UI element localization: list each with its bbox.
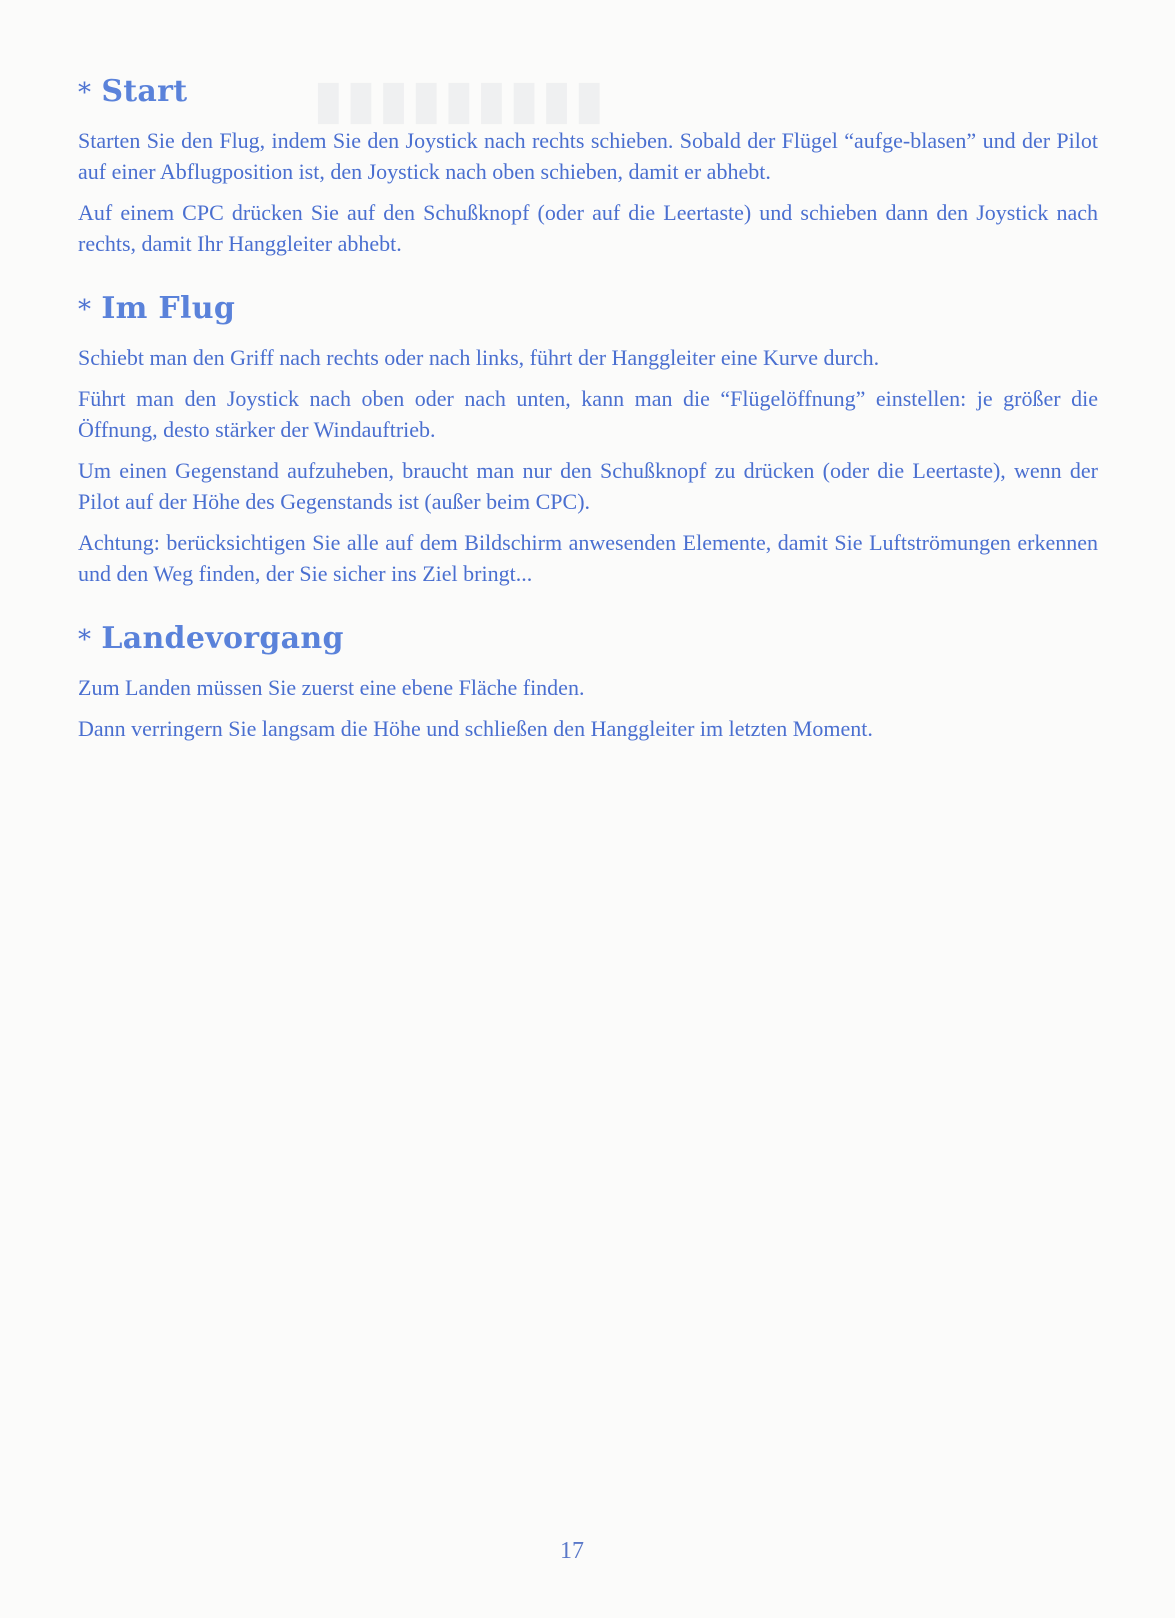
section-landevorgang — [78, 617, 1098, 744]
main-content — [78, 70, 1098, 772]
paragraph: Führt man den Joystick nach oben oder nach unten, kann man die “Flügelöffnung” einstellen: je größer die Öffnung, desto stärker der Windauftrieb. — [78, 386, 1098, 442]
section-heading — [78, 70, 1098, 115]
paragraph: Dann verringern Sie langsam die Höhe und schließen den Hanggleiter im letzten Moment. — [78, 716, 873, 741]
section-start — [78, 70, 1098, 259]
heading-text: Im Flug — [101, 291, 236, 326]
heading-text: Landevorgang — [101, 621, 344, 656]
section-heading — [78, 287, 1098, 332]
paragraph: Schiebt man den Griff nach rechts oder nach links, führt der Hanggleiter eine Kurve durch. — [78, 345, 880, 370]
paragraph: Achtung: berücksichtigen Sie alle auf dem Bildschirm anwesenden Elemente, damit Sie Luftströmungen erkennen und den Weg finden, der Sie sicher ins Ziel bringt... — [78, 530, 1098, 586]
heading-marker: * — [78, 295, 92, 325]
section-im-flug — [78, 287, 1098, 589]
show-through-decoration: ▮▮▮▮▮▮▮▮▮ — [310, 71, 604, 129]
heading-marker: * — [78, 78, 92, 108]
paragraph: Auf einem CPC drücken Sie auf den Schußknopf (oder auf die Leertaste) und schieben dann den Joystick nach rechts, damit Ihr Hanggleiter abhebt. — [78, 200, 1098, 256]
paragraph: Zum Landen müssen Sie zuerst eine ebene Fläche finden. — [78, 675, 585, 700]
heading-marker: * — [78, 625, 92, 655]
paragraph: Um einen Gegenstand aufzuheben, braucht man nur den Schußknopf zu drücken (oder die Leertaste), wenn der Pilot auf der Höhe des Gegenstands ist (außer beim CPC). — [78, 458, 1098, 514]
section-heading — [78, 617, 1098, 662]
paragraph: Starten Sie den Flug, indem Sie den Joystick nach rechts schieben. Sobald der Flügel “aufge-blasen” und der Pilot auf einer Abflugposition ist, den Joystick nach oben schieben, damit er abhebt. — [78, 128, 1098, 184]
heading-text: Start — [101, 74, 188, 109]
page-number: 17 — [560, 1538, 584, 1564]
